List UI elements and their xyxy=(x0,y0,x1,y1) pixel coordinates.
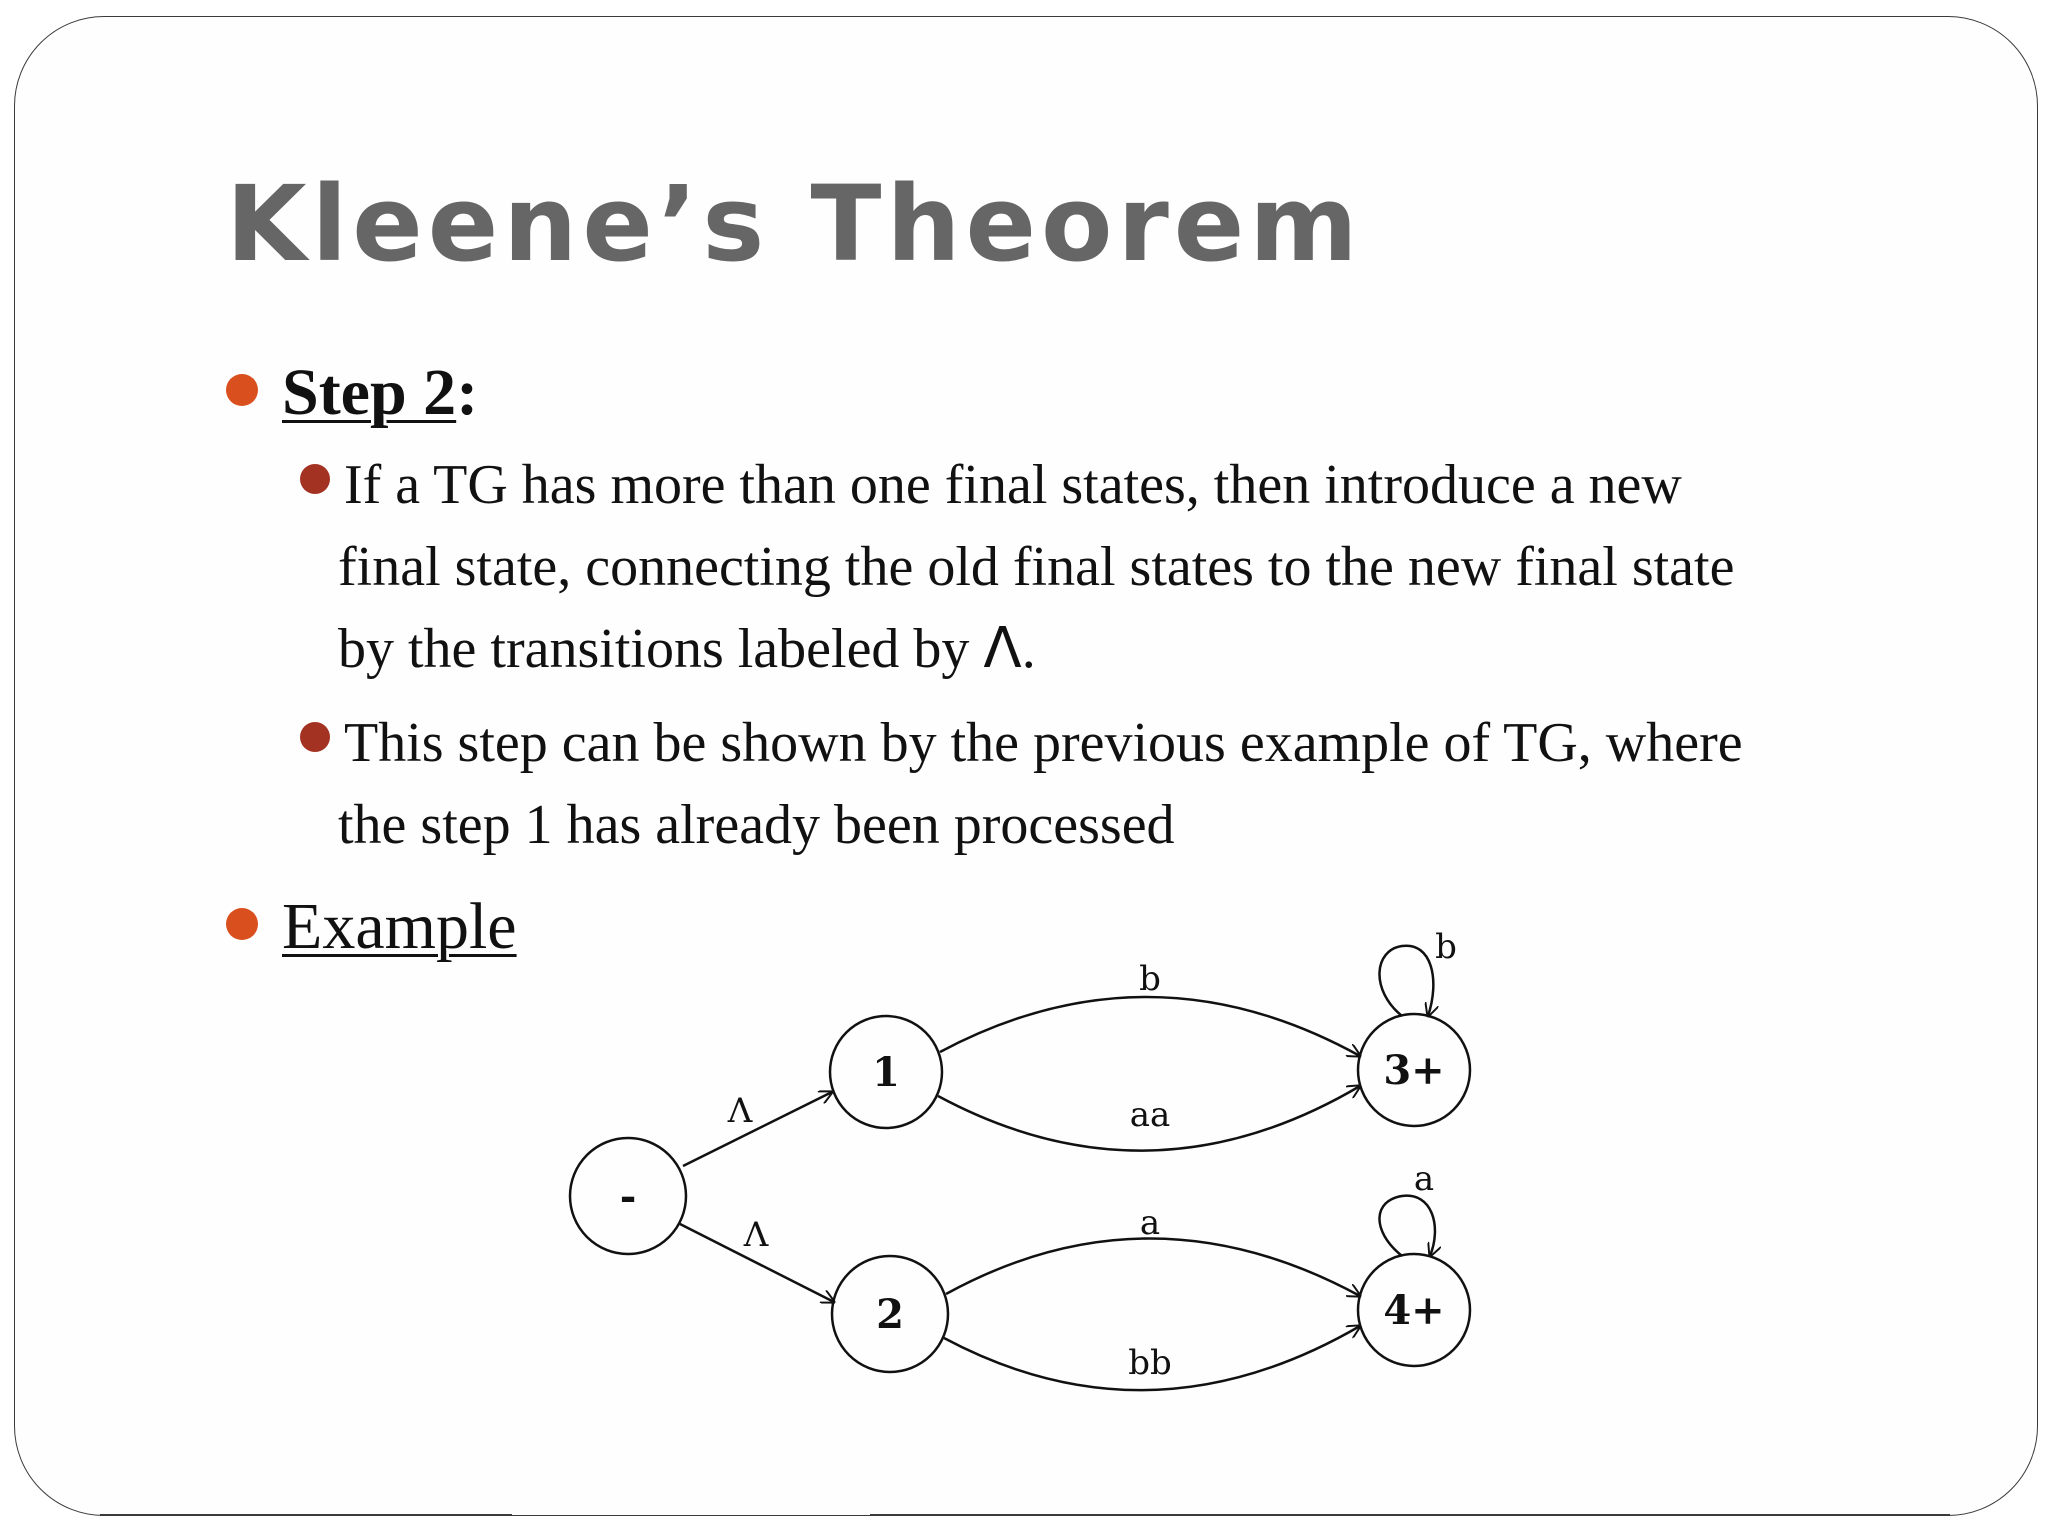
edge-1-to-3-aa-label: aa xyxy=(1129,1095,1171,1135)
step-label: Step 2 xyxy=(282,356,457,429)
state-1-label: 1 xyxy=(872,1049,900,1096)
sub-bullet-2-text xyxy=(338,702,1743,866)
edge-4-self-loop-label: a xyxy=(1413,1159,1435,1199)
edge-4-self-loop xyxy=(1379,1196,1434,1256)
sub-bullet-2 xyxy=(300,702,1920,866)
edge-1-to-3-b-label: b xyxy=(1139,959,1161,999)
bottom-border-right xyxy=(870,1514,1950,1516)
step-colon: : xyxy=(456,356,479,429)
sub-bullet-2-line-1: This step can be shown by the previous example of TG, where xyxy=(344,712,1743,774)
state-start-label: - xyxy=(619,1173,637,1220)
edge-start-to-1-label: Λ xyxy=(727,1091,753,1131)
state-2-label: 2 xyxy=(876,1291,904,1338)
edge-start-to-1 xyxy=(683,1092,832,1166)
transition-graph-diagram xyxy=(540,900,1540,1420)
bullet-step-2 xyxy=(226,352,478,434)
edge-start-to-2-label: Λ xyxy=(743,1215,769,1255)
state-3-final xyxy=(1358,1014,1470,1126)
edge-2-to-4-a xyxy=(946,1238,1360,1296)
line-3-prefix: by the transitions labeled by xyxy=(338,618,984,680)
edge-1-to-3-b xyxy=(940,997,1360,1056)
sub-bullet-1-line-1: If a TG has more than one final states, then introduce a new xyxy=(344,454,1682,516)
state-3-label: 3+ xyxy=(1383,1047,1445,1094)
bullet-dot-icon xyxy=(226,908,258,940)
bullet-example xyxy=(226,886,517,968)
state-1 xyxy=(830,1016,942,1128)
sub-bullet-1 xyxy=(300,444,1920,690)
state-2 xyxy=(832,1256,948,1372)
state-4-label: 4+ xyxy=(1383,1287,1445,1334)
slide-title: Kleene’s Theorem xyxy=(226,163,1363,285)
edge-2-to-4-a-label: a xyxy=(1139,1203,1161,1243)
state-4-final xyxy=(1358,1254,1470,1366)
edge-3-self-loop-label: b xyxy=(1435,927,1457,967)
bullet-dot-icon xyxy=(226,374,258,406)
sub-bullet-1-line-2: final state, connecting the old final states to the new final state xyxy=(338,536,1735,598)
edge-2-to-4-bb-label: bb xyxy=(1128,1343,1172,1383)
sub-bullet-1-text xyxy=(338,444,1735,690)
sub-bullet-1-line-3 xyxy=(338,608,1734,690)
lambda-symbol: Λ xyxy=(983,616,1022,681)
example-label: Example xyxy=(282,890,517,963)
sub-bullet-dot-icon xyxy=(300,464,330,494)
state-start xyxy=(570,1138,686,1254)
sub-bullet-2-line-2: the step 1 has already been processed xyxy=(338,794,1175,856)
bottom-border-left xyxy=(100,1514,512,1516)
step-heading xyxy=(282,352,478,434)
sub-bullet-dot-icon xyxy=(300,722,330,752)
edge-3-self-loop xyxy=(1379,946,1433,1016)
line-3-suffix: . xyxy=(1021,618,1036,680)
